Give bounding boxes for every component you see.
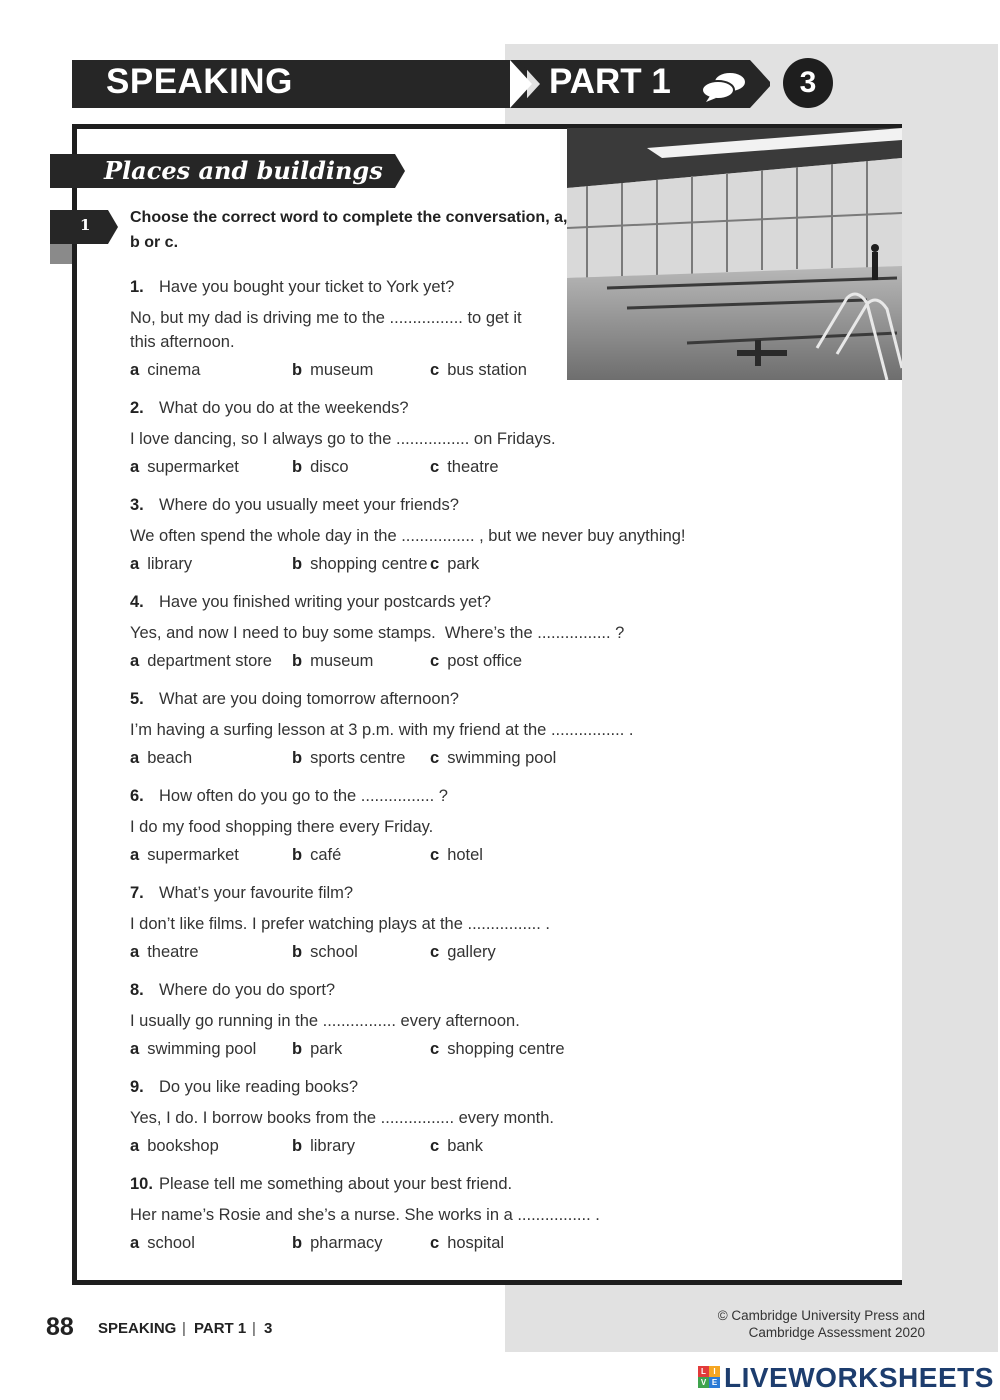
options-row: [130, 457, 690, 478]
option-c[interactable]: c hospital: [430, 1234, 505, 1252]
question-reply: I love dancing, so I always go to the ................ on Fridays.: [130, 430, 556, 448]
question-2: [130, 398, 690, 478]
exercise-instruction: Choose the correct word to complete the conversation, a, b or c.: [130, 209, 568, 251]
question-prompt: Have you finished writing your postcards yet?: [159, 593, 491, 611]
question-number: 9.: [130, 1078, 144, 1096]
options-row: [130, 748, 690, 769]
question-number: 5.: [130, 690, 144, 708]
question-prompt: Have you bought your ticket to York yet?: [159, 278, 455, 296]
question-reply: Yes, I do. I borrow books from the ................ every month.: [130, 1109, 554, 1127]
question-1: [130, 277, 690, 381]
option-a[interactable]: a cinema: [130, 361, 201, 379]
options-row: [130, 845, 690, 866]
header-section-title: SPEAKING: [106, 62, 293, 101]
footer-part: PART 1: [194, 1320, 247, 1337]
option-a[interactable]: a bookshop: [130, 1137, 219, 1155]
question-prompt: Where do you do sport?: [159, 981, 336, 999]
question-reply: I do my food shopping there every Friday.: [130, 818, 434, 836]
question-reply: I usually go running in the ................ every afternoon.: [130, 1012, 520, 1030]
question-reply: We often spend the whole day in the ................ , but we never buy anything!: [130, 527, 686, 545]
option-c[interactable]: c theatre: [430, 458, 499, 476]
question-prompt: Do you like reading books?: [159, 1078, 359, 1096]
liveworksheets-logo-icon: L I V E: [698, 1366, 720, 1388]
option-c[interactable]: c park: [430, 555, 480, 573]
option-b[interactable]: b café: [292, 846, 342, 864]
option-b[interactable]: b museum: [292, 652, 374, 670]
option-c[interactable]: c bank: [430, 1137, 483, 1155]
option-a[interactable]: a library: [130, 555, 193, 573]
options-row: [130, 1233, 690, 1254]
options-row: [130, 651, 690, 672]
test-number-badge: 3: [783, 58, 833, 108]
question-reply: I don’t like films. I prefer watching plays at the ................ .: [130, 915, 551, 933]
question-number: 1.: [130, 278, 144, 296]
option-a[interactable]: a department store: [130, 652, 272, 670]
options-row: [130, 1136, 690, 1157]
option-a[interactable]: a swimming pool: [130, 1040, 257, 1058]
option-c[interactable]: c gallery: [430, 943, 496, 961]
question-number: 2.: [130, 399, 144, 417]
copyright-line: Cambridge Assessment 2020: [748, 1325, 925, 1340]
question-number: 8.: [130, 981, 144, 999]
footer-test-number: 3: [264, 1320, 273, 1337]
question-prompt: What are you doing tomorrow afternoon?: [159, 690, 459, 708]
question-6: [130, 786, 690, 866]
copyright-notice: [690, 1307, 925, 1341]
options-row: [130, 360, 690, 381]
option-b[interactable]: b disco: [292, 458, 349, 476]
question-number: 7.: [130, 884, 144, 902]
options-row: [130, 554, 690, 575]
option-b[interactable]: b park: [292, 1040, 343, 1058]
option-b[interactable]: b shopping centre: [292, 555, 428, 573]
option-c[interactable]: c swimming pool: [430, 749, 557, 767]
option-c[interactable]: c shopping centre: [430, 1040, 565, 1058]
option-a[interactable]: a supermarket: [130, 458, 239, 476]
option-a[interactable]: a beach: [130, 749, 193, 767]
option-a[interactable]: a school: [130, 1234, 195, 1252]
question-number: 6.: [130, 787, 144, 805]
question-number: 3.: [130, 496, 144, 514]
question-prompt: How often do you go to the ................ ?: [159, 787, 448, 805]
copyright-line: © Cambridge University Press and: [717, 1308, 925, 1323]
question-reply: Her name’s Rosie and she’s a nurse. She works in a ................ .: [130, 1206, 600, 1224]
option-a[interactable]: a supermarket: [130, 846, 239, 864]
page-number: 88: [46, 1313, 74, 1341]
liveworksheets-watermark: LIVEWORKSHEETS: [724, 1362, 994, 1393]
question-8: [130, 980, 690, 1060]
question-prompt: What do you do at the weekends?: [159, 399, 409, 417]
question-prompt: Where do you usually meet your friends?: [159, 496, 459, 514]
question-reply: Yes, and now I need to buy some stamps. Where’s the ................ ?: [130, 624, 625, 642]
question-9: [130, 1077, 690, 1157]
option-b[interactable]: b pharmacy: [292, 1234, 383, 1252]
question-prompt: Please tell me something about your best friend.: [159, 1175, 513, 1193]
header-part-title: PART 1: [549, 62, 671, 101]
option-a[interactable]: a theatre: [130, 943, 199, 961]
question-5: [130, 689, 690, 769]
question-7: [130, 883, 690, 963]
question-number: 4.: [130, 593, 144, 611]
question-reply: I’m having a surfing lesson at 3 p.m. with my friend at the ................ .: [130, 721, 634, 739]
footer-separator: |: [182, 1320, 186, 1337]
question-number: 10.: [130, 1175, 153, 1193]
question-3: [130, 495, 690, 575]
options-row: [130, 1039, 690, 1060]
question-4: [130, 592, 690, 672]
question-10: [130, 1174, 690, 1254]
exercise-number: 1: [80, 216, 91, 234]
section-title: Places and buildings: [104, 156, 383, 185]
option-c[interactable]: c hotel: [430, 846, 483, 864]
option-b[interactable]: b library: [292, 1137, 356, 1155]
speech-bubbles-icon: [700, 70, 748, 102]
option-b[interactable]: b museum: [292, 361, 374, 379]
footer-section: SPEAKING: [98, 1320, 177, 1337]
footer-separator: |: [252, 1320, 256, 1337]
question-reply: No, but my dad is driving me to the ................ to get it this afternoon.: [130, 309, 522, 351]
question-prompt: What’s your favourite film?: [159, 884, 354, 902]
option-b[interactable]: b school: [292, 943, 358, 961]
option-c[interactable]: c bus station: [430, 361, 527, 379]
option-b[interactable]: b sports centre: [292, 749, 406, 767]
options-row: [130, 942, 690, 963]
option-c[interactable]: c post office: [430, 652, 523, 670]
